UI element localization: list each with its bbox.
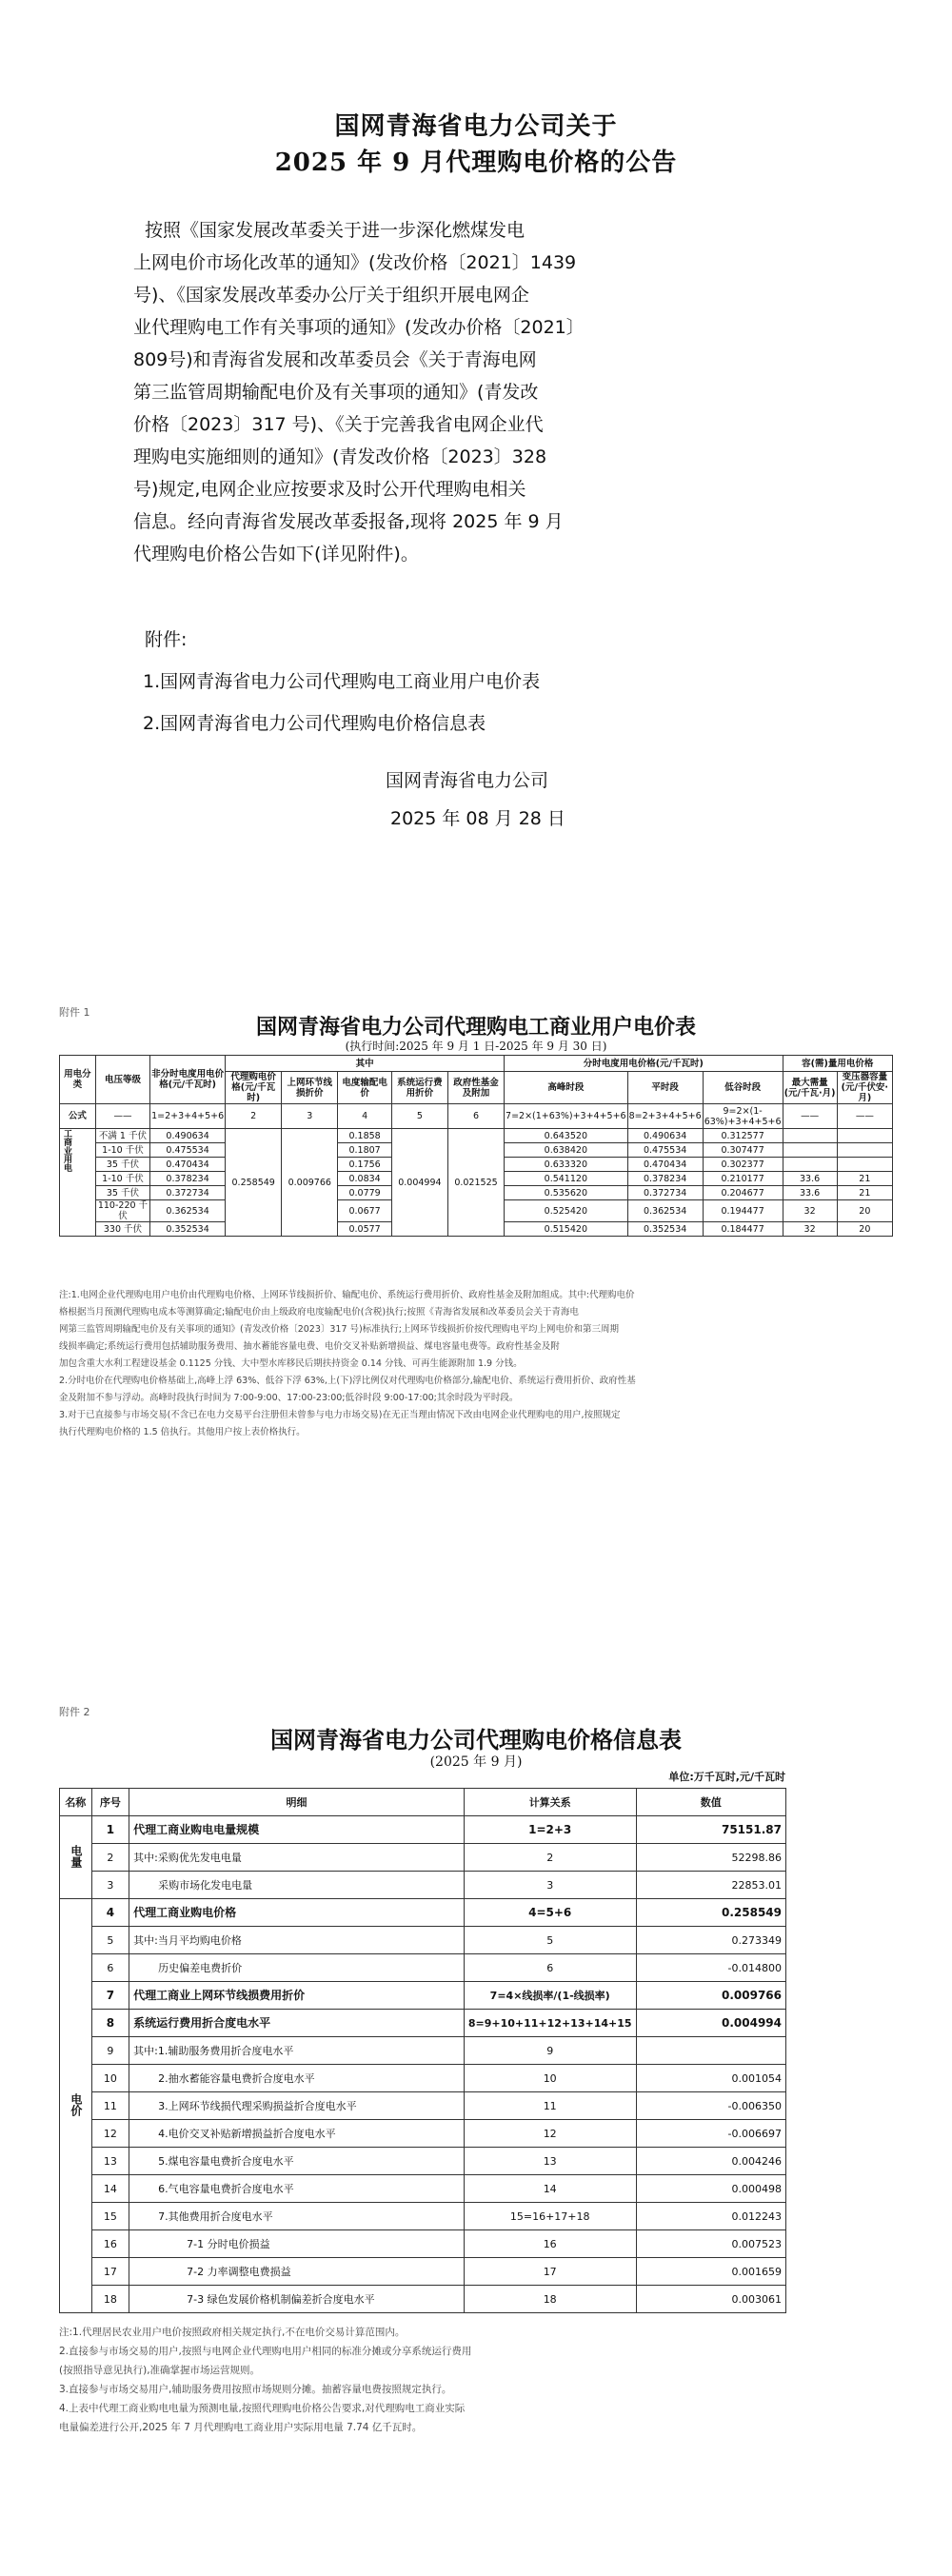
table2-title: 国网青海省电力公司代理购电价格信息表: [270, 1726, 682, 1754]
maxdemand-cell: 32: [783, 1222, 837, 1237]
shared-trans-cell: 0.009766: [282, 1129, 338, 1237]
valley-cell: 0.302377: [703, 1158, 783, 1172]
row-no: 17: [91, 2258, 129, 2286]
row-detail: 其中:采购优先发电电量: [129, 1844, 465, 1872]
row-detail: 4.电价交叉补贴新增损益折合度电水平: [129, 2120, 465, 2148]
formula-cell: 3: [282, 1104, 338, 1129]
header-voltage: 电压等级: [95, 1056, 149, 1104]
signer: 国网青海省电力公司: [386, 770, 549, 791]
row-value: 0.003061: [636, 2286, 785, 2313]
row-value: 0.007523: [636, 2230, 785, 2258]
capacity-cell: 20: [837, 1200, 892, 1222]
row-calc: 3: [464, 1872, 636, 1899]
row-no: 3: [91, 1872, 129, 1899]
dist-cell: 0.0677: [338, 1200, 392, 1222]
formula-cell: 6: [447, 1104, 504, 1129]
formula-cell: 2: [226, 1104, 282, 1129]
row-no: 4: [91, 1899, 129, 1927]
note-line: 4.上表中代理工商业购电电量为预测电量,按照代理购电价格公告要求,对代理购电工商业实际: [59, 2403, 466, 2414]
row-value: 0.001659: [636, 2258, 785, 2286]
total-cell: 0.362534: [150, 1200, 226, 1222]
note-line: 加包含重大水利工程建设基金 0.1125 分钱、大中型水库移民后期扶持资金 0.14 分钱、可再生能源附加 1.9 分钱。: [59, 1358, 523, 1369]
row-detail: 7.其他费用折合度电水平: [129, 2203, 465, 2230]
dist-cell: 0.1858: [338, 1129, 392, 1143]
row-calc: 1=2+3: [464, 1816, 636, 1844]
note-line: 3.对于已直接参与市场交易(不含已在电力交易平台注册但未曾参与电力市场交易)在无正当理由情况下改由电网企业代理购电的用户,按照规定: [59, 1410, 621, 1420]
group-price-text: 电价: [69, 2092, 83, 2116]
row-calc: 7=4×线损率/(1-线损率): [464, 1982, 636, 2010]
attachment-item: 2.国网青海省电力公司代理购电价格信息表: [143, 713, 486, 734]
row-detail: 采购市场化发电电量: [129, 1872, 465, 1899]
table2-unit: 单位:万千瓦时,元/千瓦时: [668, 1771, 785, 1783]
formula-cell: 8=2+3+4+5+6: [627, 1104, 703, 1129]
row-value: 0.004994: [636, 2010, 785, 2037]
row-no: 14: [91, 2175, 129, 2203]
row-value: 22853.01: [636, 1872, 785, 1899]
formula-cell: 5: [391, 1104, 447, 1129]
peak-cell: 0.515420: [505, 1222, 628, 1237]
table1-price-table: [59, 1055, 893, 1237]
voltage-cell: 35 千伏: [95, 1158, 149, 1172]
row-no: 15: [91, 2203, 129, 2230]
table1-title: 国网青海省电力公司代理购电工商业用户电价表: [255, 1015, 696, 1040]
peak-cell: 0.638420: [505, 1143, 628, 1158]
attachment-item: 1.国网青海省电力公司代理购电工商业用户电价表: [143, 671, 541, 692]
note-line: 网第三监管周期输配电价及有关事项的通知》(青发改价格〔2023〕317 号)标准执行;上网环节线损折价按代理购电平均上网电价和第三周期: [59, 1324, 619, 1335]
header-components: 其中: [226, 1056, 505, 1072]
group-volume-text: 电量: [69, 1844, 83, 1868]
row-value: 75151.87: [636, 1816, 785, 1844]
capacity-cell: 21: [837, 1172, 892, 1186]
header-trans: 上网环节线损折价: [282, 1072, 338, 1104]
row-value: 0.258549: [636, 1899, 785, 1927]
row-calc: 9: [464, 2037, 636, 2065]
header-sum: 非分时电度用电价格(元/千瓦时): [150, 1056, 226, 1104]
announcement-title-line1: 国网青海省电力公司关于: [334, 112, 618, 141]
body-line: 号)、《国家发展改革委办公厅关于组织开展电网企: [133, 285, 529, 306]
row-calc: 11: [464, 2092, 636, 2120]
body-line: 信息。经向青海省发展改革委报备,现将 2025 年 9 月: [133, 511, 564, 532]
dist-cell: 0.1807: [338, 1143, 392, 1158]
peak-cell: 0.633320: [505, 1158, 628, 1172]
row-calc: 10: [464, 2065, 636, 2092]
header-detail: 明细: [129, 1789, 465, 1816]
flat-cell: 0.352534: [627, 1222, 703, 1237]
table2-subtitle: (2025 年 9 月): [429, 1754, 523, 1770]
formula-cell: 4: [338, 1104, 392, 1129]
note-line: 线损率确定;系统运行费用包括辅助服务费用、抽水蓄能容量电费、电价交叉补贴新增损益、煤电容量电费等。政府性基金及附: [59, 1341, 560, 1352]
total-cell: 0.352534: [150, 1222, 226, 1237]
row-value: 0.273349: [636, 1927, 785, 1954]
header-value: 数值: [636, 1789, 785, 1816]
group-price-label: [60, 1899, 92, 2313]
note-line: 2.分时电价在代理购电价格基础上,高峰上浮 63%、低谷下浮 63%,上(下)浮比例仅对代理购电价格部分,输配电价、系统运行费用折价、政府性基: [59, 1376, 636, 1386]
row-calc: 18: [464, 2286, 636, 2313]
header-maxdemand: 最大需量(元/千瓦·月): [783, 1072, 837, 1104]
row-calc: 4=5+6: [464, 1899, 636, 1927]
row-calc: 5: [464, 1927, 636, 1954]
header-name: 名称: [60, 1789, 92, 1816]
flat-cell: 0.362534: [627, 1200, 703, 1222]
voltage-cell: 1-10 千伏: [95, 1143, 149, 1158]
formula-cell: ——: [783, 1104, 837, 1129]
row-detail: 代理工商业上网环节线损费用折价: [129, 1982, 465, 2010]
flat-cell: 0.490634: [627, 1129, 703, 1143]
dist-cell: 0.1756: [338, 1158, 392, 1172]
row-calc: 15=16+17+18: [464, 2203, 636, 2230]
note-line: 2.直接参与市场交易的用户,按照与电网企业代理购电用户相同的标准分摊或分享系统运行费用: [59, 2346, 472, 2357]
row-no: 9: [91, 2037, 129, 2065]
total-cell: 0.470434: [150, 1158, 226, 1172]
body-line: 业代理购电工作有关事项的通知》(发改办价格〔2021〕: [133, 317, 585, 338]
total-cell: 0.490634: [150, 1129, 226, 1143]
announcement-date: 2025 年 08 月 28 日: [390, 808, 565, 829]
formula-cell: 1=2+3+4+5+6: [150, 1104, 226, 1129]
note-line: 电量偏差进行公开,2025 年 7 月代理购电工商业用户实际用电量 7.74 亿千瓦时。: [59, 2422, 423, 2433]
formula-label: 公式: [60, 1104, 96, 1129]
row-value: 52298.86: [636, 1844, 785, 1872]
valley-cell: 0.210177: [703, 1172, 783, 1186]
shared-sys-cell: 0.004994: [391, 1129, 447, 1237]
header-calc: 计算关系: [464, 1789, 636, 1816]
row-detail: 7-1 分时电价损益: [129, 2230, 465, 2258]
body-line: 理购电实施细则的通知》(青发改价格〔2023〕328: [133, 446, 547, 467]
table1-notes: [59, 1287, 893, 1441]
total-cell: 0.378234: [150, 1172, 226, 1186]
announcement-title-line2: 2025 年 9 月代理购电价格的公告: [274, 149, 678, 177]
shared-price-cell: 0.258549: [226, 1129, 282, 1237]
row-calc: 2: [464, 1844, 636, 1872]
dist-cell: 0.0779: [338, 1186, 392, 1200]
row-detail: 3.上网环节线损代理采购损益折合度电水平: [129, 2092, 465, 2120]
shared-gov-cell: 0.021525: [447, 1129, 504, 1237]
flat-cell: 0.470434: [627, 1158, 703, 1172]
table2-notes: [59, 2323, 893, 2437]
maxdemand-cell: [783, 1158, 837, 1172]
maxdemand-cell: 33.6: [783, 1186, 837, 1200]
maxdemand-cell: 32: [783, 1200, 837, 1222]
row-value: 0.000498: [636, 2175, 785, 2203]
valley-cell: 0.312577: [703, 1129, 783, 1143]
peak-cell: 0.643520: [505, 1129, 628, 1143]
row-calc: 17: [464, 2258, 636, 2286]
announcement-body: [133, 214, 609, 570]
row-detail: 历史偏差电费折价: [129, 1954, 465, 1982]
group-outer-label: 工商业用电: [62, 1129, 71, 1172]
note-line: (按照指导意见执行),准确掌握市场运营规则。: [59, 2365, 261, 2376]
row-no: 6: [91, 1954, 129, 1982]
row-no: 8: [91, 2010, 129, 2037]
row-detail: 2.抽水蓄能容量电费折合度电水平: [129, 2065, 465, 2092]
valley-cell: 0.184477: [703, 1222, 783, 1237]
note-line: 注:1.代理居民农业用户电价按照政府相关规定执行,不在电价交易计算范围内。: [59, 2327, 406, 2338]
row-no: 13: [91, 2148, 129, 2175]
flat-cell: 0.372734: [627, 1186, 703, 1200]
formula-cell: 9=2×(1-63%)+3+4+5+6: [704, 1105, 782, 1127]
header-capacity: 变压器容量(元/千伏安·月): [837, 1072, 892, 1104]
row-detail: 5.煤电容量电费折合度电水平: [129, 2148, 465, 2175]
row-no: 11: [91, 2092, 129, 2120]
valley-cell: 0.307477: [703, 1143, 783, 1158]
row-no: 12: [91, 2120, 129, 2148]
body-line: 809号)和青海省发展和改革委员会《关于青海电网: [133, 349, 537, 370]
header-dist: 电度输配电价: [338, 1072, 392, 1104]
row-detail: 代理工商业购电电量规模: [129, 1816, 465, 1844]
row-detail: 7-2 力率调整电费损益: [129, 2258, 465, 2286]
body-line: 按照《国家发展改革委关于进一步深化燃煤发电: [145, 220, 526, 241]
capacity-cell: [837, 1143, 892, 1158]
row-detail: 代理工商业购电价格: [129, 1899, 465, 1927]
dist-cell: 0.0577: [338, 1222, 392, 1237]
row-no: 1: [91, 1816, 129, 1844]
dist-cell: 0.0834: [338, 1172, 392, 1186]
row-detail: 6.气电容量电费折合度电水平: [129, 2175, 465, 2203]
formula-cell: ——: [837, 1104, 892, 1129]
header-category: 用电分类: [60, 1056, 96, 1104]
table2-info-table: [59, 1788, 786, 2313]
body-line: 上网电价市场化改革的通知》(发改价格〔2021〕1439: [133, 252, 577, 273]
row-no: 7: [91, 1982, 129, 2010]
formula-cell: ——: [95, 1104, 149, 1129]
header-peak: 高峰时段: [505, 1072, 628, 1104]
body-line: 价格〔2023〕317 号)、《关于完善我省电网企业代: [133, 414, 544, 435]
voltage-cell: 1-10 千伏: [95, 1172, 149, 1186]
attachments-list: [143, 619, 540, 744]
row-value: 0.001054: [636, 2065, 785, 2092]
group-volume-label: [60, 1816, 92, 1899]
row-calc: 16: [464, 2230, 636, 2258]
voltage-cell: 110-220 千伏: [95, 1200, 149, 1222]
table1-subtitle: (执行时间:2025 年 9 月 1 日-2025 年 9 月 30 日): [345, 1040, 607, 1053]
header-valley: 低谷时段: [703, 1072, 783, 1104]
flat-cell: 0.475534: [627, 1143, 703, 1158]
peak-cell: 0.525420: [505, 1200, 628, 1222]
valley-cell: 0.204677: [703, 1186, 783, 1200]
voltage-cell: 35 千伏: [95, 1186, 149, 1200]
header-price: 代理购电价格(元/千瓦时): [226, 1072, 282, 1104]
maxdemand-cell: [783, 1143, 837, 1158]
capacity-cell: 21: [837, 1186, 892, 1200]
body-line: 第三监管周期输配电价及有关事项的通知》(青发改: [133, 382, 539, 403]
attachment2-tag: 附件 2: [59, 1706, 90, 1718]
row-value: -0.006350: [636, 2092, 785, 2120]
maxdemand-cell: [783, 1129, 837, 1143]
note-line: 注:1.电网企业代理购电用户电价由代理购电价格、上网环节线损折价、输配电价、系统运行费用折价、政府性基金及附加组成。其中:代理购电价: [59, 1290, 635, 1300]
row-value: -0.006697: [636, 2120, 785, 2148]
body-line: 号)规定,电网企业应按要求及时公开代理购电相关: [133, 479, 526, 500]
row-calc: 6: [464, 1954, 636, 1982]
row-no: 10: [91, 2065, 129, 2092]
row-detail: 系统运行费用折合度电水平: [129, 2010, 465, 2037]
maxdemand-cell: 33.6: [783, 1172, 837, 1186]
flat-cell: 0.378234: [627, 1172, 703, 1186]
header-flat: 平时段: [627, 1072, 703, 1104]
row-no: 16: [91, 2230, 129, 2258]
capacity-cell: [837, 1129, 892, 1143]
header-tou-group: 分时电度用电价格(元/千瓦时): [505, 1056, 783, 1072]
formula-cell: 7=2×(1+63%)+3+4+5+6: [505, 1104, 628, 1129]
capacity-cell: [837, 1158, 892, 1172]
note-line: 格根据当月预测代理购电成本等测算确定;输配电价由上级政府电度输配电价(含税)执行;按照《青海省发展和改革委员会关于青海电: [59, 1307, 579, 1318]
row-no: 5: [91, 1927, 129, 1954]
header-sys: 系统运行费用折价: [391, 1072, 447, 1104]
valley-cell: 0.194477: [703, 1200, 783, 1222]
row-value: [636, 2037, 785, 2065]
peak-cell: 0.535620: [505, 1186, 628, 1200]
row-detail: 其中:当月平均购电价格: [129, 1927, 465, 1954]
voltage-cell: 不满 1 千伏: [95, 1129, 149, 1143]
header-gov: 政府性基金及附加: [447, 1072, 504, 1104]
row-calc: 13: [464, 2148, 636, 2175]
row-value: 0.004246: [636, 2148, 785, 2175]
peak-cell: 0.541120: [505, 1172, 628, 1186]
note-line: 执行代理购电价格的 1.5 倍执行。其他用户按上表价格执行。: [59, 1427, 306, 1437]
row-value: 0.009766: [636, 1982, 785, 2010]
row-calc: 8=9+10+11+12+13+14+15: [464, 2010, 636, 2037]
row-calc: 14: [464, 2175, 636, 2203]
row-calc: 12: [464, 2120, 636, 2148]
row-value: -0.014800: [636, 1954, 785, 1982]
attachment1-tag: 附件 1: [59, 1006, 90, 1019]
header-no: 序号: [91, 1789, 129, 1816]
row-detail: 7-3 绿色发展价格机制偏差折合度电水平: [129, 2286, 465, 2313]
header-demand-group: 容(需)量用电价格: [783, 1056, 892, 1072]
total-cell: 0.372734: [150, 1186, 226, 1200]
row-no: 18: [91, 2286, 129, 2313]
capacity-cell: 20: [837, 1222, 892, 1237]
attachments-label: 附件:: [145, 629, 188, 650]
row-value: 0.012243: [636, 2203, 785, 2230]
row-detail: 其中:1.辅助服务费用折合度电水平: [129, 2037, 465, 2065]
row-no: 2: [91, 1844, 129, 1872]
voltage-cell: 330 千伏: [95, 1222, 149, 1237]
note-line: 3.直接参与市场交易用户,辅助服务费用按照市场规则分摊。抽蓄容量电费按照规定执行。: [59, 2384, 452, 2395]
note-line: 金及附加不参与浮动。高峰时段执行时间为 7:00-9:00、17:00-23:00;低谷时段 9:00-17:00;其余时段为平时段。: [59, 1393, 519, 1403]
body-line: 代理购电价格公告如下(详见附件)。: [133, 544, 419, 565]
total-cell: 0.475534: [150, 1143, 226, 1158]
group-outer-cell: [60, 1129, 96, 1237]
